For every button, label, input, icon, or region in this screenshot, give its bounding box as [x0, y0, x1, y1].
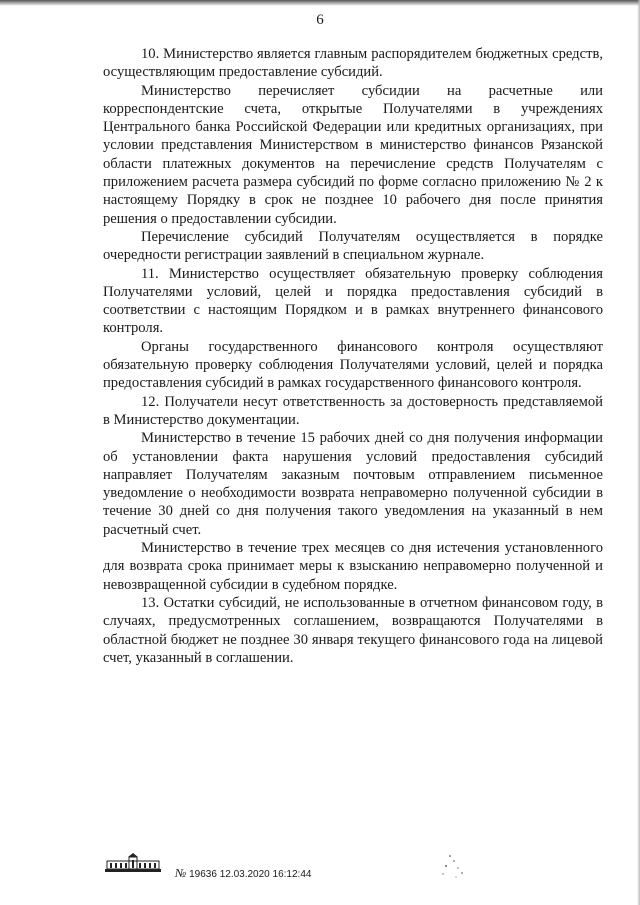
- scan-edge-top: [0, 0, 640, 6]
- registration-stamp: [175, 866, 311, 881]
- paragraph-violation-notice: Министерство в течение 15 рабочих дней со дня получения информации об установлении факта нарушения условий предоставления субсидий направляет Получателям заказным почтовым отправлением письменное уведомление о необходимости возврата неправомерно полученной субсидии в течение 30 дней со дня получения такого уведомления на указанный в нем расчетный счет.: [103, 430, 603, 538]
- scan-specks: [440, 852, 470, 882]
- paragraph-10: 10. Министерство является главным распорядителем бюджетных средств, осуществляющим предоставление субсидий.: [103, 46, 603, 81]
- government-building-stamp-icon: [103, 852, 163, 874]
- paragraph-state-control: Органы государственного финансового контроля осуществляют обязательную проверку соблюдения Получателями условий, целей и порядка предоставления субсидий в рамках государственного финансового контроля.: [103, 338, 603, 392]
- registration-mark: №: [175, 866, 187, 880]
- paragraph-transfer-order: Перечисление субсидий Получателям осуществляется в порядке очередности регистрации заявлений в специальном журнале.: [103, 228, 603, 264]
- paragraph-13: 13. Остатки субсидий, не использованные в отчетном финансовом году, в случаях, предусмотренных соглашением, возвращаются Получателями в областной бюджет не позднее 30 января текущего финансового года на лицевой счет, указанный в соглашении.: [103, 594, 603, 666]
- paragraph-transfer: Министерство перечисляет субсидии на расчетные или корреспондентские счета, открытые Получателями в учреждениях Центрального банка Российской Федерации или кредитных организациях, при условии представления Министерством в министерство финансов Рязанской области платежных документов на перечисление средств Получателям с приложением расчета размера субсидий по форме согласно приложению № 2 к настоящему Порядку в срок не позднее 10 рабочего дня после принятия решения о предоставлении субсидии.: [103, 82, 603, 227]
- document-body: [103, 45, 603, 667]
- paragraph-12: 12. Получатели несут ответственность за достоверность представляемой в Министерство документации.: [103, 393, 603, 428]
- registration-text: 19636 12.03.2020 16:12:44: [189, 869, 312, 880]
- paragraph-court-recovery: Министерство в течение трех месяцев со дня истечения установленного для возврата срока принимает меры к взысканию неправомерно полученной и невозвращенной субсидии в судебном порядке.: [103, 540, 603, 593]
- page-number: 6: [316, 12, 324, 28]
- paragraph-11: 11. Министерство осуществляет обязательную проверку соблюдения Получателями условий, целей и порядка предоставления субсидий в соответствии с настоящим Порядком и в рамках внутреннего финансового контроля.: [103, 265, 603, 337]
